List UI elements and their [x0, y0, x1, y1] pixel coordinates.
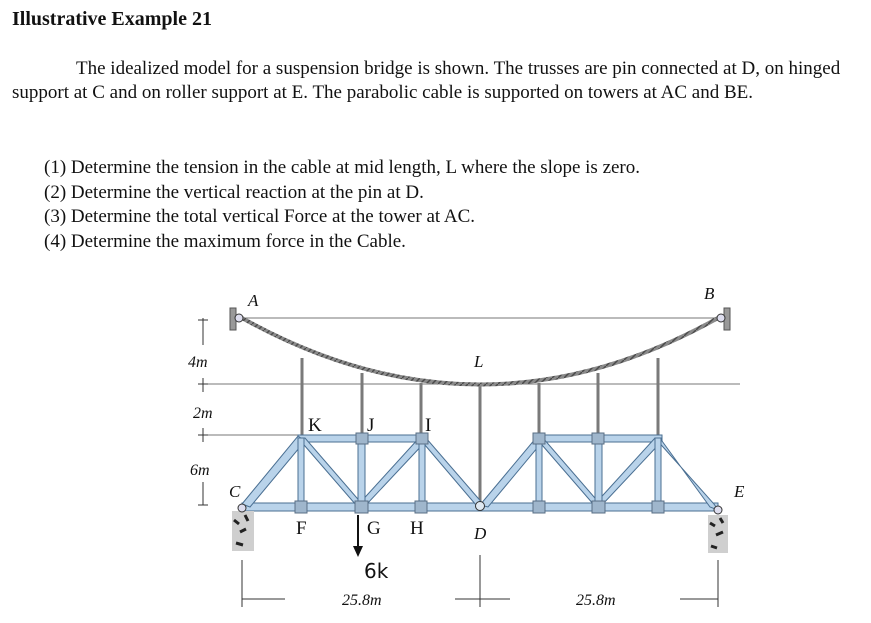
span-right-25.8m: 25.8m — [576, 592, 616, 609]
height-6m: 6m — [190, 462, 210, 479]
label-C: C — [229, 482, 241, 501]
height-2m: 2m — [193, 405, 213, 422]
page-title: Illustrative Example 21 — [12, 8, 212, 30]
right-tower-support — [708, 308, 730, 553]
label-J: J — [367, 415, 375, 436]
point-load-arrow — [353, 515, 363, 557]
label-D: D — [474, 524, 487, 543]
span-dimension-line — [242, 555, 718, 607]
label-G: G — [367, 518, 381, 539]
label-K: K — [308, 415, 322, 436]
label-A: A — [248, 291, 259, 310]
left-tower-support — [230, 308, 254, 551]
question-item: (3) Determine the total vertical Force at the tower at AC. — [44, 206, 476, 227]
label-F: F — [296, 518, 307, 539]
question-item: (1) Determine the tension in the cable at mid length, L where the slope is zero. — [44, 157, 641, 178]
question-item: (4) Determine the maximum force in the Cable. — [44, 230, 406, 252]
cable-hangers — [302, 358, 658, 505]
label-L: L — [474, 352, 484, 371]
load-value-6k: 6k — [364, 559, 389, 583]
span-left-25.8m: 25.8m — [342, 592, 382, 609]
label-H: H — [410, 518, 424, 539]
label-I: I — [425, 415, 432, 436]
intro-text: The idealized model for a suspension bridge is shown. The trusses are pin connected at D, on hinged support at C and on roller support at E. The parabolic cable is supported on towers at AC and BE. — [12, 58, 841, 103]
label-E: E — [734, 482, 745, 501]
label-B: B — [704, 284, 715, 303]
question-item: (2) Determine the vertical reaction at the pin at D. — [44, 181, 424, 203]
height-4m: 4m — [188, 354, 208, 371]
